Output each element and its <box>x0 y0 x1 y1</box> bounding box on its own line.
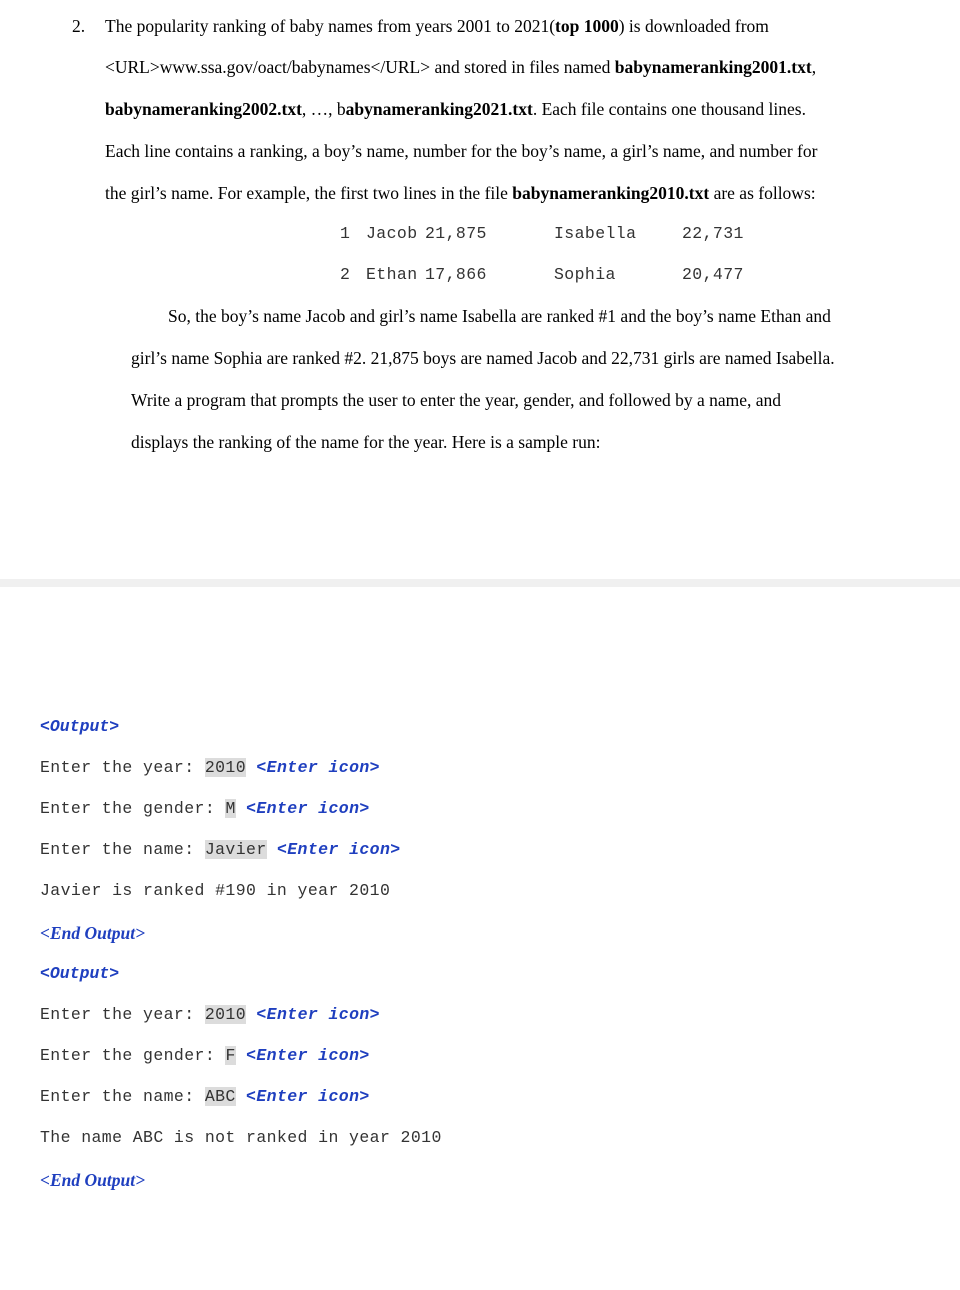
problem-line-5: the girl’s name. For example, the first two lines in the file babynameranking2010.txt are as follows: <box>105 183 816 203</box>
enter-icon-tag: <Enter icon> <box>256 1005 380 1024</box>
gender-input-value: M <box>225 799 236 818</box>
end-output-tag: <End Output> <box>40 923 146 943</box>
result-line: The name ABC is not ranked in year 2010 <box>40 1128 442 1147</box>
para2-line-3: Write a program that prompts the user to enter the year, gender, and followed by a name, and <box>131 390 782 410</box>
example-boy-count: 17,866 <box>425 265 487 284</box>
year-input-value: 2010 <box>204 1005 247 1024</box>
gender-prompt-line: Enter the gender: F <Enter icon> <box>40 1046 370 1065</box>
para2-line-2: girl’s name Sophia are ranked #2. 21,875 boys are named Jacob and 22,731 girls are named Isabella. <box>131 348 835 368</box>
example-boy-name: Ethan <box>366 265 418 284</box>
enter-icon-tag: <Enter icon> <box>246 799 370 818</box>
para2-line-1: So, the boy’s name Jacob and girl’s name Isabella are ranked #1 and the boy’s name Ethan and <box>168 306 831 326</box>
example-girl-name: Isabella <box>554 224 637 243</box>
example-rank: 1 <box>340 224 351 243</box>
name-input-value: ABC <box>204 1087 236 1106</box>
example-boy-count: 21,875 <box>425 224 487 243</box>
example-boy-name: Jacob <box>366 224 418 243</box>
year-prompt-line: Enter the year: 2010 <Enter icon> <box>40 1005 380 1024</box>
example-girl-name: Sophia <box>554 265 616 284</box>
example-girl-count: 22,731 <box>682 224 744 243</box>
enter-icon-tag: <Enter icon> <box>276 840 401 859</box>
name-input-value: Javier <box>204 840 267 859</box>
output-tag: <Output> <box>40 717 120 736</box>
problem-line-4: Each line contains a ranking, a boy’s name, number for the boy’s name, a girl’s name, and number for <box>105 141 818 161</box>
problem-line-1: The popularity ranking of baby names from years 2001 to 2021(top 1000) is downloaded from <box>105 16 769 36</box>
example-girl-count: 20,477 <box>682 265 744 284</box>
page-divider <box>0 579 960 587</box>
example-rank: 2 <box>340 265 351 284</box>
problem-line-2: <URL>www.ssa.gov/oact/babynames</URL> and stored in files named babynameranking2001.txt, <box>105 57 817 77</box>
problem-number: 2. <box>72 16 86 36</box>
para2-line-4: displays the ranking of the name for the year. Here is a sample run: <box>131 432 601 452</box>
year-input-value: 2010 <box>204 758 247 777</box>
name-prompt-line: Enter the name: ABC <Enter icon> <box>40 1087 370 1106</box>
gender-input-value: F <box>225 1046 236 1065</box>
problem-line-3: babynameranking2002.txt, …, babynameranking2021.txt. Each file contains one thousand lines. <box>105 99 806 119</box>
end-output-tag: <End Output> <box>40 1170 146 1190</box>
result-line: Javier is ranked #190 in year 2010 <box>40 881 391 900</box>
enter-icon-tag: <Enter icon> <box>246 1046 370 1065</box>
enter-icon-tag: <Enter icon> <box>256 758 380 777</box>
output-tag: <Output> <box>40 964 120 983</box>
enter-icon-tag: <Enter icon> <box>246 1087 370 1106</box>
name-prompt-line: Enter the name: Javier <Enter icon> <box>40 840 401 859</box>
year-prompt-line: Enter the year: 2010 <Enter icon> <box>40 758 380 777</box>
gender-prompt-line: Enter the gender: M <Enter icon> <box>40 799 370 818</box>
